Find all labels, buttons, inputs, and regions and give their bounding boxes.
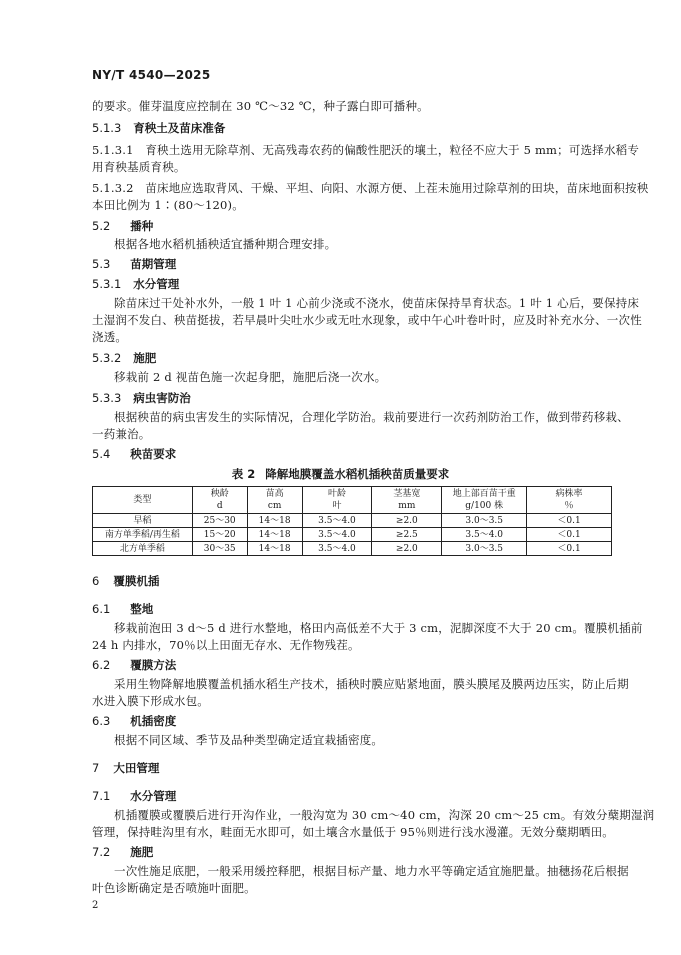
- paragraph-line: 根据各地水稻机插秧适宜播种期合理安排。: [114, 237, 337, 251]
- header-stem-width: 茎基宽 mm: [372, 487, 442, 514]
- paragraph-line: 一次性施足底肥，一般采用缓控释肥，根据目标产量、地力水平等确定适宜施肥量。抽穗扬花后根据: [114, 864, 629, 878]
- section-title: 覆膜方法: [130, 658, 177, 672]
- section-number: 5.3: [92, 257, 111, 271]
- section-number: 5.1.3: [92, 121, 122, 135]
- heading-6-2: [92, 657, 176, 673]
- section-number: 7: [92, 761, 100, 775]
- standard-number: NY/T 4540—2025: [92, 68, 211, 82]
- heading-5-2: [92, 218, 153, 234]
- table-cell: ＜0.1: [527, 514, 612, 528]
- header-disease-rate: 病株率 ％: [527, 487, 612, 514]
- table-caption-number: 表 2: [231, 467, 256, 481]
- section-number: 6.1: [92, 602, 111, 616]
- table-cell: 3.5～4.0: [302, 542, 372, 556]
- paragraph-line: 根据不同区域、季节及品种类型确定适宜栽插密度。: [114, 733, 384, 747]
- section-number: 6.2: [92, 658, 111, 672]
- section-title: 水分管理: [130, 789, 177, 803]
- table-cell: ＜0.1: [527, 542, 612, 556]
- heading-7: [92, 760, 159, 776]
- paragraph-line: 移栽前泡田 3 d～5 d 进行水整地，格田内高低差不大于 3 cm，泥脚深度不大于 20 cm。覆膜机插前: [114, 621, 643, 635]
- table-cell: 25～30: [192, 514, 247, 528]
- table-row: [93, 528, 612, 542]
- heading-5-4: [92, 446, 176, 462]
- seedling-quality-table: [92, 486, 612, 556]
- header-height: 苗高 cm: [247, 487, 302, 514]
- section-title: 覆膜机插: [113, 574, 160, 588]
- table-cell: ＜0.1: [527, 528, 612, 542]
- table-cell: 15～20: [192, 528, 247, 542]
- section-title: 播种: [130, 219, 154, 233]
- table-row: [93, 514, 612, 528]
- section-number: 5.3.3: [92, 391, 122, 405]
- table-cell: 3.5～4.0: [442, 528, 527, 542]
- paragraph-line: 24 h 内排水，70％以上田面无存水、无作物残茬。: [92, 638, 360, 652]
- section-number: 7.1: [92, 789, 111, 803]
- section-title: 施肥: [130, 845, 154, 859]
- header-age: 秧龄 d: [192, 487, 247, 514]
- section-title: 施肥: [133, 351, 157, 365]
- paragraph-line: 浇透。: [92, 330, 128, 344]
- paragraph-line: 用育秧基质育秧。: [92, 160, 186, 174]
- table-cell: 南方单季稻/再生稻: [93, 528, 193, 542]
- table-cell: 14～18: [247, 542, 302, 556]
- table-cell: 3.5～4.0: [302, 514, 372, 528]
- heading-6-3: [92, 713, 176, 729]
- section-title: 病虫害防治: [133, 391, 191, 405]
- table-cell: ≥2.0: [372, 542, 442, 556]
- paragraph-line: 采用生物降解地膜覆盖机插水稻生产技术，插秧时膜应贴紧地面，膜头膜尾及膜两边压实，防止后期: [114, 677, 629, 691]
- section-number: 5.3.1: [92, 277, 122, 291]
- header-leaf-age: 叶龄 叶: [302, 487, 372, 514]
- paragraph-line: 5.1.3.1 育秧土选用无除草剂、无高残毒农药的偏酸性肥沃的壤土，粒径不应大于 5 mm；可选择水稻专: [92, 143, 640, 157]
- table-row: [93, 542, 612, 556]
- table-cell: 3.0～3.5: [442, 514, 527, 528]
- heading-5-1-3: [92, 120, 225, 136]
- section-number: 6.3: [92, 714, 111, 728]
- section-number: 7.2: [92, 845, 111, 859]
- table-cell: 14～18: [247, 514, 302, 528]
- section-title: 育秧土及苗床准备: [133, 121, 226, 135]
- table-cell: 3.0～3.5: [442, 542, 527, 556]
- paragraph-line: 管理，保持畦沟里有水，畦面无水即可，如土壤含水量低于 95％则进行浅水漫灌。无效分蘖期晒田。: [92, 825, 614, 839]
- paragraph-line: 根据秧苗的病虫害发生的实际情况，合理化学防治。栽前要进行一次药剂防治工作，做到带药移栽、: [114, 410, 629, 424]
- paragraph-line: 5.1.3.2 苗床地应选取背风、干燥、平坦、向阳、水源方便、上茬未施用过除草剂的田块，苗床地面积按秧: [92, 181, 649, 195]
- heading-5-3-2: [92, 350, 156, 366]
- heading-5-3-1: [92, 276, 179, 292]
- header-dry-weight: 地上部百苗干重 g/100 株: [442, 487, 527, 514]
- section-number: 6: [92, 574, 100, 588]
- paragraph-line: 机插覆膜或覆膜后进行开沟作业，一般沟宽为 30 cm～40 cm，沟深 20 cm～25 cm。有效分蘖期湿润: [114, 808, 655, 822]
- section-number: 5.2: [92, 219, 111, 233]
- table-cell: 14～18: [247, 528, 302, 542]
- table-cell: 早稻: [93, 514, 193, 528]
- paragraph-line: 本田比例为 1∶(80～120)。: [92, 198, 244, 212]
- table-caption-title: 降解地膜覆盖水稻机插秧苗质量要求: [265, 467, 450, 481]
- paragraph-line: 移栽前 2 d 视苗色施一次起身肥，施肥后浇一次水。: [114, 370, 387, 384]
- section-title: 机插密度: [130, 714, 177, 728]
- section-number: 5.3.2: [92, 351, 122, 365]
- paragraph-line: 叶色诊断确定是否喷施叶面肥。: [92, 881, 256, 895]
- section-title: 水分管理: [133, 277, 180, 291]
- table-cell: 30～35: [192, 542, 247, 556]
- table-header-row: [93, 487, 612, 514]
- paragraph-line: 的要求。催芽温度应控制在 30 ℃～32 ℃，种子露白即可播种。: [92, 99, 429, 113]
- section-title: 大田管理: [113, 761, 160, 775]
- heading-5-3: [92, 256, 176, 272]
- section-title: 秧苗要求: [130, 447, 177, 461]
- heading-6: [92, 573, 159, 589]
- paragraph-line: 除苗床过干处补水外，一般 1 叶 1 心前少浇或不浇水，使苗床保持旱育状态。1 叶 1 心后，要保持床: [114, 296, 640, 310]
- paragraph-line: 水进入膜下形成水包。: [92, 694, 209, 708]
- section-title: 苗期管理: [130, 257, 177, 271]
- page-number: 2: [92, 900, 99, 911]
- table-cell: ≥2.0: [372, 514, 442, 528]
- heading-7-1: [92, 788, 176, 804]
- paragraph-line: 一药兼治。: [92, 427, 151, 441]
- paragraph-line: 土湿润不发白、秧苗挺拔，若早晨叶尖吐水少或无吐水现象，或中午心叶卷叶时，应及时补充水分、一次性: [92, 313, 642, 327]
- heading-5-3-3: [92, 390, 191, 406]
- heading-6-1: [92, 601, 153, 617]
- table-cell: 北方单季稻: [93, 542, 193, 556]
- table-cell: 3.5～4.0: [302, 528, 372, 542]
- section-title: 整地: [130, 602, 154, 616]
- heading-7-2: [92, 844, 153, 860]
- table-caption: [0, 466, 681, 482]
- header-type: 类型: [93, 487, 193, 514]
- section-number: 5.4: [92, 447, 111, 461]
- table-cell: ≥2.5: [372, 528, 442, 542]
